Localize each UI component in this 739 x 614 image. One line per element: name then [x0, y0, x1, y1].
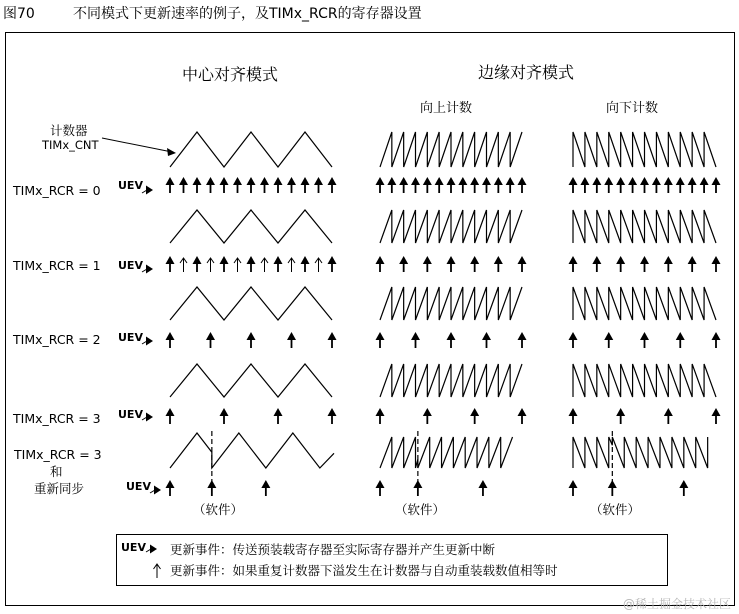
up-update-arrow-r1-10	[494, 256, 503, 264]
down-update-arrow-r0-4	[616, 177, 625, 185]
up-counter-wave-resync	[380, 437, 513, 468]
center-update-arrow-r3-12	[328, 408, 337, 416]
down-update-arrow-r0-6	[640, 177, 649, 185]
center-update-arrow-r1-2	[193, 256, 202, 264]
down-counter-wave-row-0	[573, 132, 716, 167]
center-update-arrow-r2-0	[166, 332, 175, 340]
down-update-arrow-r0-11	[700, 177, 709, 185]
up-update-arrow-r0-0	[376, 177, 385, 185]
center-update-arrow-r1-4	[220, 256, 229, 264]
center-update-arrow-r4-2	[261, 480, 270, 488]
figure-title: 不同模式下更新速率的例子，及TIMx_RCR的寄存器设置	[73, 6, 422, 22]
up-update-arrow-r4-1	[413, 480, 422, 488]
center-update-arrow-r0-7	[260, 177, 269, 185]
down-update-arrow-r4-0	[569, 480, 578, 488]
down-update-arrow-r1-0	[569, 256, 578, 264]
down-update-arrow-r0-0	[569, 177, 578, 185]
center-update-arrow-r0-0	[166, 177, 175, 185]
figure-number: 图70	[3, 6, 35, 22]
counter-pointer-line	[102, 138, 172, 152]
counter-label: 计数器	[50, 123, 88, 138]
down-update-arrow-r1-12	[712, 256, 721, 264]
up-update-arrow-r3-12	[518, 408, 527, 416]
up-update-arrow-r0-2	[399, 177, 408, 185]
software-label-center: （软件）	[193, 502, 244, 517]
up-update-arrow-r0-7	[458, 177, 467, 185]
up-update-arrow-r2-6	[447, 332, 456, 340]
down-update-arrow-r0-2	[592, 177, 601, 185]
center-update-arrow-r1-10	[301, 256, 310, 264]
software-label-up: （软件）	[395, 502, 446, 517]
up-update-arrow-r3-8	[470, 408, 479, 416]
legend-item-update-event: 更新事件：传送预装载寄存器至实际寄存器并产生更新中断	[170, 542, 496, 557]
center-update-arrow-r2-3	[206, 332, 215, 340]
center-update-arrow-r0-8	[274, 177, 283, 185]
down-update-arrow-r0-9	[676, 177, 685, 185]
up-update-arrow-r0-3	[411, 177, 420, 185]
center-update-arrow-r3-8	[274, 408, 283, 416]
down-update-arrow-r3-12	[712, 408, 721, 416]
rcr-resync-label: 重新同步	[34, 481, 85, 496]
down-update-arrow-r1-6	[640, 256, 649, 264]
up-update-arrow-r0-10	[494, 177, 503, 185]
up-update-arrow-r0-11	[506, 177, 515, 185]
down-counter-wave-row-2	[573, 287, 716, 320]
up-update-arrow-r1-0	[376, 256, 385, 264]
counter-register-label: TIMx_CNT	[42, 138, 99, 152]
center-update-arrow-r1-6	[247, 256, 256, 264]
center-update-arrow-r0-9	[287, 177, 296, 185]
down-counter-wave-row-1	[573, 210, 716, 243]
down-update-arrow-r0-1	[580, 177, 589, 185]
up-update-arrow-r2-0	[376, 332, 385, 340]
legend-item-underflow-event: 更新事件：如果重复计数器下溢发生在计数器与自动重装载数值相等时	[170, 563, 558, 578]
rcr-0-label: TIMx_RCR = 0	[13, 183, 101, 198]
center-update-arrow-r0-2	[193, 177, 202, 185]
uev-symbol-4	[154, 486, 161, 495]
center-counter-wave-resync	[170, 433, 334, 468]
uev-label-row-2: UEV	[118, 331, 143, 344]
legend-uev-symbol: UEV	[121, 541, 146, 554]
down-update-arrow-r1-10	[688, 256, 697, 264]
center-update-arrow-r3-4	[220, 408, 229, 416]
uev-label-row-1: UEV	[118, 259, 143, 272]
up-update-arrow-r3-0	[376, 408, 385, 416]
up-update-arrow-r0-5	[435, 177, 444, 185]
down-update-arrow-r0-5	[628, 177, 637, 185]
counter-pointer-head	[167, 148, 176, 156]
rcr-3-resync-label: TIMx_RCR = 3	[14, 447, 102, 462]
center-counter-wave-row-1	[170, 210, 332, 243]
up-update-arrow-r1-2	[399, 256, 408, 264]
down-update-arrow-r1-2	[592, 256, 601, 264]
center-update-arrow-r0-4	[220, 177, 229, 185]
rcr-2-label: TIMx_RCR = 2	[13, 332, 101, 347]
up-update-arrow-r0-4	[423, 177, 432, 185]
center-update-arrow-r0-5	[233, 177, 242, 185]
center-counter-wave-row-2	[170, 287, 332, 320]
down-update-arrow-r0-10	[688, 177, 697, 185]
center-update-arrow-r2-12	[328, 332, 337, 340]
down-counter-wave-resync	[573, 437, 708, 468]
up-update-arrow-r0-12	[518, 177, 527, 185]
down-update-arrow-r4-1	[608, 480, 617, 488]
up-update-arrow-r1-12	[518, 256, 527, 264]
uev-label-row-4: UEV	[126, 480, 151, 493]
down-update-arrow-r0-7	[652, 177, 661, 185]
down-update-arrow-r3-8	[664, 408, 673, 416]
rcr-3-label: TIMx_RCR = 3	[13, 411, 101, 426]
down-update-arrow-r3-4	[616, 408, 625, 416]
down-update-arrow-r2-6	[640, 332, 649, 340]
up-update-arrow-r3-4	[423, 408, 432, 416]
down-counter-wave-row-3	[573, 364, 716, 397]
up-update-arrow-r1-4	[423, 256, 432, 264]
center-counter-wave-row-3	[170, 364, 332, 397]
up-counting-title: 向上计数	[420, 101, 473, 116]
down-update-arrow-r0-12	[712, 177, 721, 185]
down-update-arrow-r4-2	[679, 480, 688, 488]
center-update-arrow-r2-6	[247, 332, 256, 340]
center-update-arrow-r1-12	[328, 256, 337, 264]
center-update-arrow-r0-11	[314, 177, 323, 185]
center-update-arrow-r0-6	[247, 177, 256, 185]
center-update-arrow-r1-0	[166, 256, 175, 264]
center-update-arrow-r0-3	[206, 177, 215, 185]
up-update-arrow-r2-9	[482, 332, 491, 340]
uev-symbol-3	[146, 413, 153, 422]
up-update-arrow-r1-6	[447, 256, 456, 264]
center-update-arrow-r0-12	[328, 177, 337, 185]
down-update-arrow-r3-0	[569, 408, 578, 416]
center-update-arrow-r0-10	[301, 177, 310, 185]
down-update-arrow-r0-3	[604, 177, 613, 185]
down-update-arrow-r1-8	[664, 256, 673, 264]
up-counter-wave-row-2	[380, 287, 522, 320]
up-counter-wave-row-0	[380, 132, 522, 167]
uev-symbol-0	[146, 186, 153, 195]
down-update-arrow-r2-0	[569, 332, 578, 340]
center-update-arrow-r0-1	[179, 177, 188, 185]
down-update-arrow-r0-8	[664, 177, 673, 185]
center-update-arrow-r2-9	[287, 332, 296, 340]
up-counter-wave-row-3	[380, 364, 522, 397]
up-update-arrow-r0-8	[470, 177, 479, 185]
down-counting-title: 向下计数	[606, 101, 659, 116]
down-update-arrow-r2-12	[712, 332, 721, 340]
up-update-arrow-r4-0	[376, 480, 385, 488]
center-update-arrow-r4-0	[166, 480, 175, 488]
uev-symbol-2	[146, 337, 153, 346]
up-counter-wave-row-1	[380, 210, 522, 243]
rcr-1-label: TIMx_RCR = 1	[13, 258, 101, 273]
rcr-resync-and-label: 和	[50, 464, 63, 479]
center-update-arrow-r4-1	[207, 480, 216, 488]
software-label-down: （软件）	[590, 502, 641, 517]
uev-symbol-1	[146, 265, 153, 274]
up-update-arrow-r0-6	[447, 177, 456, 185]
up-update-arrow-r2-3	[411, 332, 420, 340]
center-update-arrow-r3-0	[166, 408, 175, 416]
center-counter-wave-row-0	[170, 132, 332, 167]
center-update-arrow-r1-8	[274, 256, 283, 264]
uev-symbol-5	[150, 545, 157, 554]
down-update-arrow-r2-3	[604, 332, 613, 340]
uev-label-row-0: UEV	[118, 179, 143, 192]
uev-label-row-3: UEV	[118, 408, 143, 421]
down-update-arrow-r1-4	[616, 256, 625, 264]
up-update-arrow-r4-2	[478, 480, 487, 488]
down-update-arrow-r2-9	[676, 332, 685, 340]
watermark: @稀土掘金技术社区	[622, 597, 731, 611]
center-mode-title: 中心对齐模式	[182, 65, 279, 84]
up-update-arrow-r0-9	[482, 177, 491, 185]
up-update-arrow-r0-1	[387, 177, 396, 185]
up-update-arrow-r2-12	[518, 332, 527, 340]
edge-mode-title: 边缘对齐模式	[478, 63, 575, 82]
up-update-arrow-r1-8	[470, 256, 479, 264]
